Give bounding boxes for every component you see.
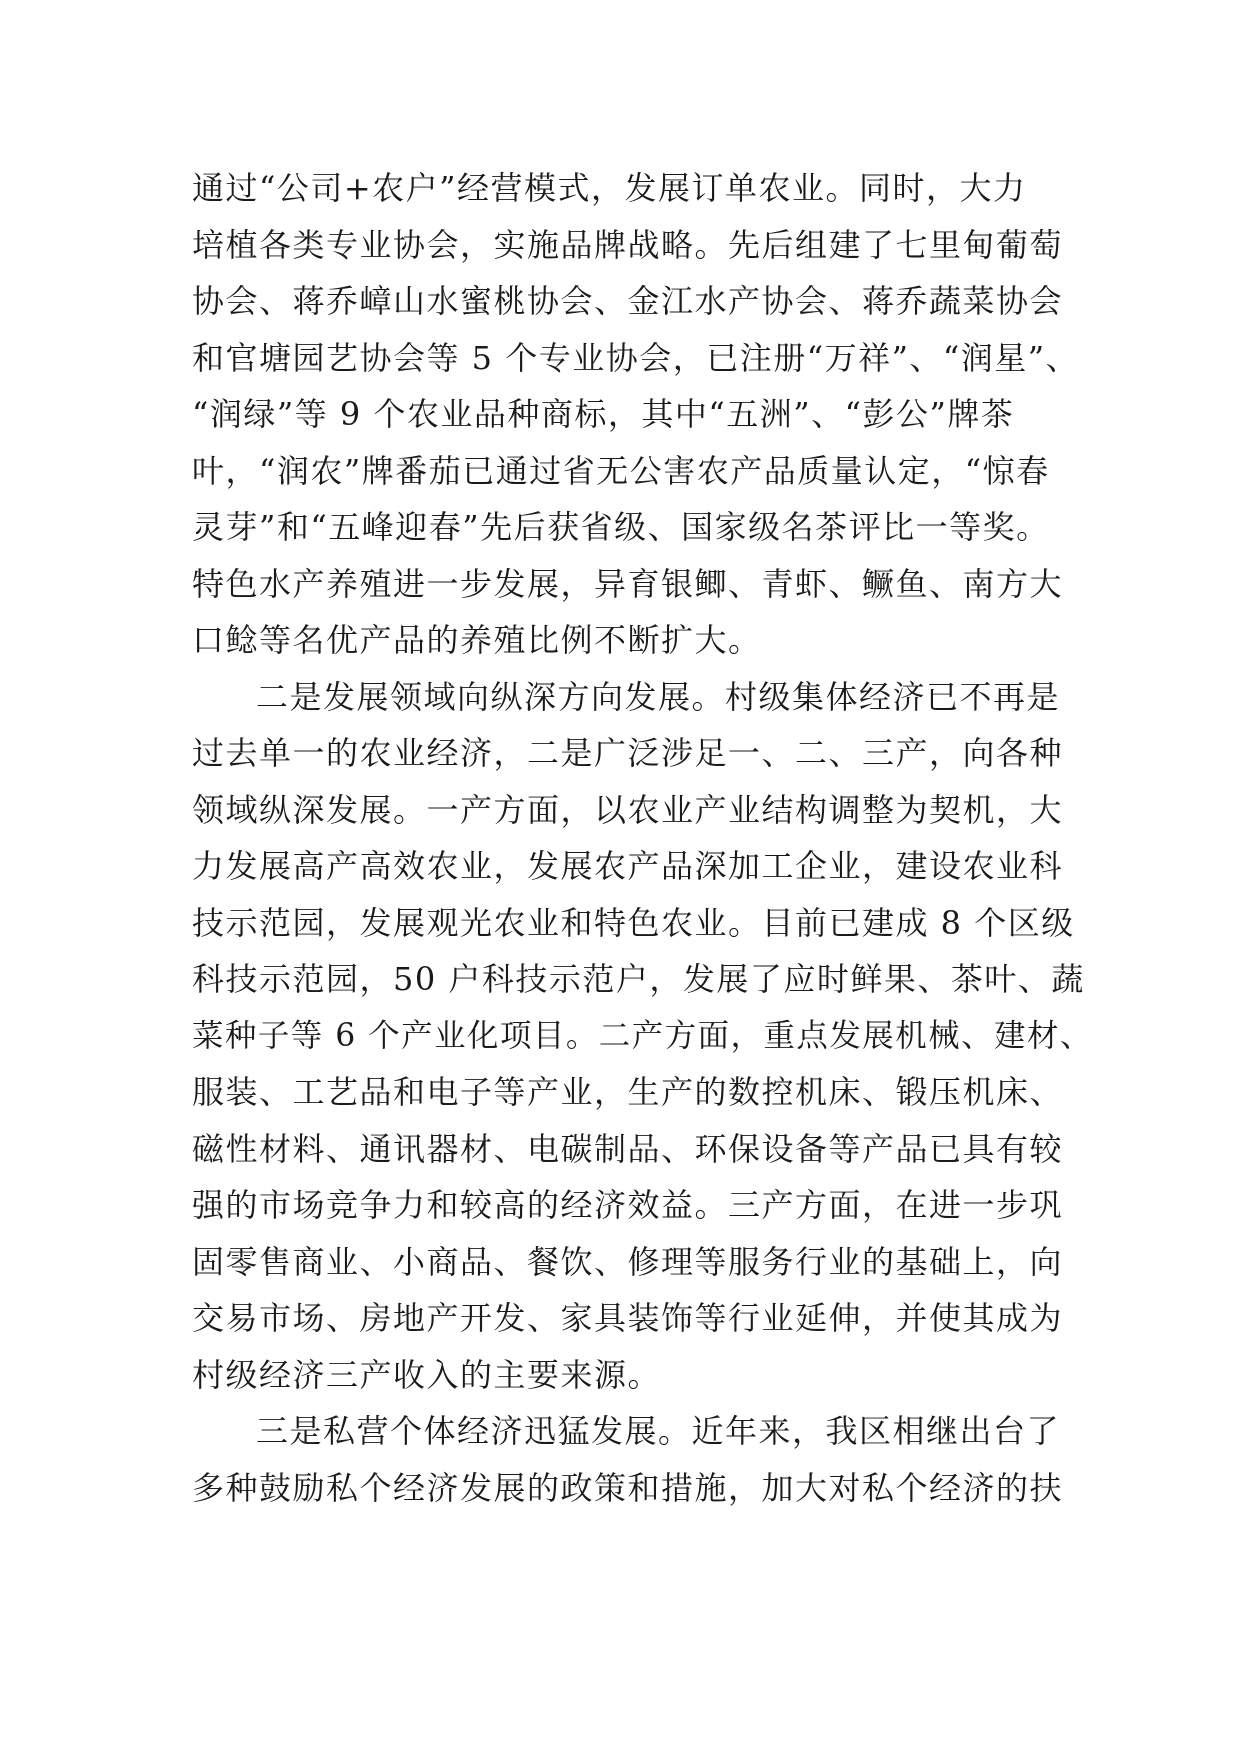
text-line: 强的市场竞争力和较高的经济效益。三产方面，在进一步巩 <box>192 1186 1064 1224</box>
text-line: 叶，“润农”牌番茄已通过省无公害农产品质量认定，“惊春 <box>192 451 1050 490</box>
text-line: 服装、工艺品和电子等产业，生产的数控机床、锻压机床、 <box>192 1073 1064 1111</box>
text-line: 二是发展领域向纵深方向发展。村级集体经济已不再是 <box>256 677 1061 716</box>
text-line: 特色水产养殖进一步发展，异育银鲫、青虾、鳜鱼、南方大 <box>192 564 1064 603</box>
text-line: 和官塘园艺协会等 5 个专业协会，已注册“万祥”、“润星”、 <box>192 338 1080 377</box>
text-line: 多种鼓励私个经济发展的政策和措施，加大对私个经济的扶 <box>192 1468 1064 1507</box>
text-line: 固零售商业、小商品、餐饮、修理等服务行业的基础上，向 <box>192 1242 1064 1281</box>
text-line: 三是私营个体经济迅猛发展。近年来，我区相继出台了 <box>256 1412 1061 1450</box>
text-line: 技示范园，发展观光农业和特色农业。目前已建成 8 个区级 <box>192 903 1075 942</box>
text-line: 过去单一的农业经济，二是广泛涉足一、二、三产，向各种 <box>192 734 1064 772</box>
text-line: 领域纵深发展。一产方面，以农业产业结构调整为契机，大 <box>192 790 1064 829</box>
text-line: 磁性材料、通讯器材、电碳制品、环保设备等产品已具有较 <box>192 1129 1064 1168</box>
text-line: 科技示范园，50 户科技示范户，发展了应时鲜果、茶叶、蔬 <box>192 960 1085 998</box>
text-line: 培植各类专业协会，实施品牌战略。先后组建了七里甸葡萄 <box>192 225 1064 264</box>
text-line: 协会、蒋乔嶂山水蜜桃协会、金江水产协会、蒋乔蔬菜协会 <box>192 282 1064 320</box>
text-line: 交易市场、房地产开发、家具装饰等行业延伸，并使其成为 <box>192 1299 1064 1337</box>
document-body <box>192 160 1092 1516</box>
text-line: 力发展高产高效农业，发展农产品深加工企业，建设农业科 <box>192 847 1064 885</box>
text-line: 村级经济三产收入的主要来源。 <box>192 1355 662 1394</box>
text-line: 通过“公司+农户”经营模式，发展订单农业。同时，大力 <box>192 169 1027 207</box>
text-line: “润绿”等 9 个农业品种商标，其中“五洲”、“彭公”牌茶 <box>192 395 1015 433</box>
text-line: 菜种子等 6 个产业化项目。二产方面，重点发展机械、建材、 <box>192 1017 1093 1054</box>
text-line: 口鲶等名优产品的养殖比例不断扩大。 <box>192 621 762 659</box>
text-line: 灵芽”和“五峰迎春”先后获省级、国家级名茶评比一等奖。 <box>192 508 1050 546</box>
